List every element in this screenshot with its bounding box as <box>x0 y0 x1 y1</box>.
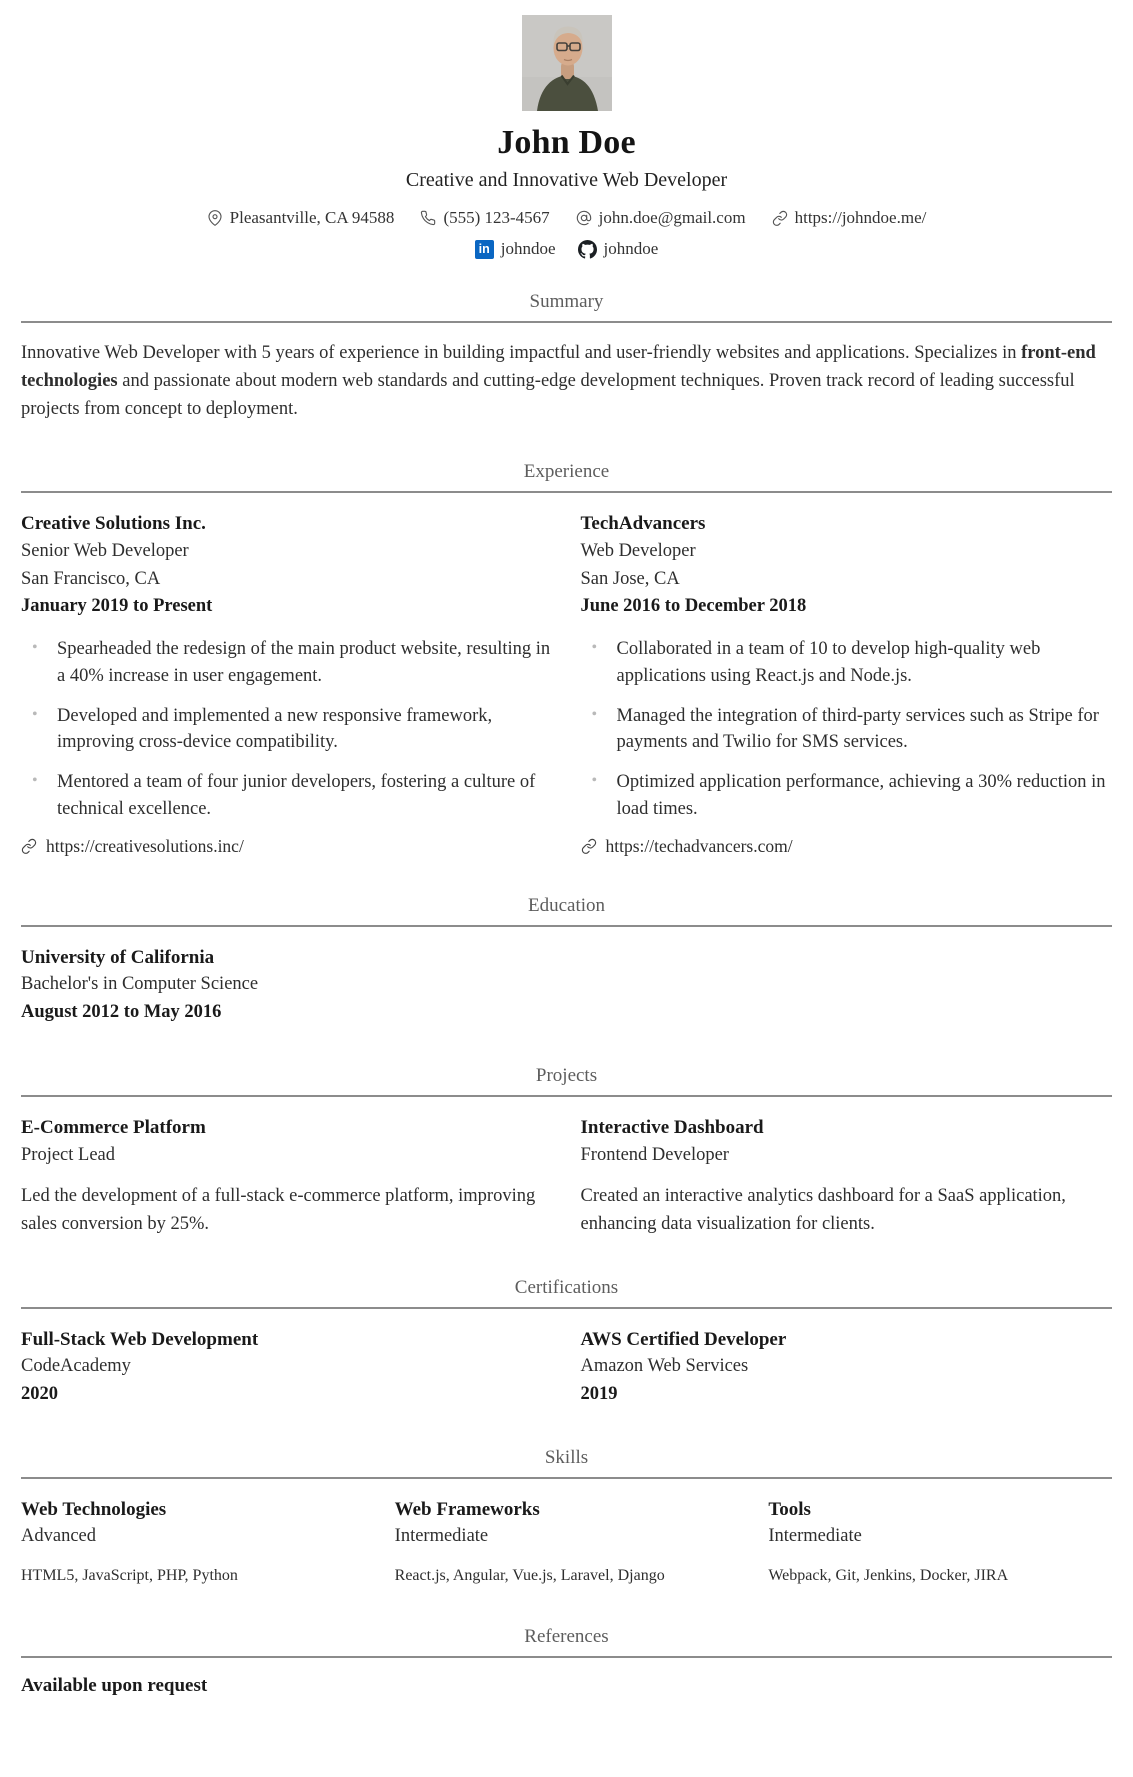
summary-heading: Summary <box>529 291 604 312</box>
linkedin-handle-link[interactable]: johndoe <box>500 239 556 258</box>
section-rule <box>21 491 1112 493</box>
project-role: Project Lead <box>21 1144 115 1165</box>
job-url-link[interactable]: https://creativesolutions.inc/ <box>46 835 244 856</box>
github-handle-link[interactable]: johndoe <box>603 239 659 258</box>
certification-issuer: Amazon Web Services <box>580 1356 749 1377</box>
references-text: Available upon request <box>21 1674 208 1696</box>
section-rule <box>21 1095 1112 1097</box>
job-link-row <box>581 836 1113 857</box>
job-company: TechAdvancers <box>580 513 706 535</box>
job-entry <box>581 510 1113 857</box>
job-highlight: • Optimized application performance, achieving a 30% reduction in load times. <box>617 769 1113 823</box>
certification-year: 2019 <box>580 1384 618 1405</box>
skill-keywords: HTML5, JavaScript, PHP, Python <box>21 1567 238 1585</box>
experience-grid <box>21 510 1112 857</box>
job-highlight: • Spearheaded the redesign of the main product website, resulting in a 40% increase in user engagement. <box>57 636 553 690</box>
link-icon <box>772 210 788 226</box>
certification-issuer: CodeAcademy <box>21 1356 131 1377</box>
job-highlights <box>21 636 553 823</box>
github-profile[interactable] <box>578 239 659 259</box>
skill-group <box>21 1496 365 1588</box>
contact-location-text: Pleasantville, CA 94588 <box>229 208 395 227</box>
contact-website-link[interactable]: https://johndoe.me/ <box>794 208 927 227</box>
section-rule <box>21 1307 1112 1309</box>
skills-heading: Skills <box>544 1446 589 1468</box>
project-name: Interactive Dashboard <box>580 1116 764 1138</box>
experience-heading: Experience <box>523 461 610 483</box>
section-rule <box>21 1656 1112 1658</box>
contact-phone <box>420 208 549 228</box>
certification-entry <box>581 1326 1113 1409</box>
person-name: John Doe <box>497 124 636 161</box>
contact-email[interactable] <box>576 208 746 228</box>
section-skills <box>21 1447 1112 1588</box>
job-dates: January 2019 to Present <box>21 596 213 617</box>
skill-group-name: Tools <box>768 1498 811 1520</box>
education-heading: Education <box>527 894 606 916</box>
education-school: University of California <box>21 946 215 968</box>
job-link-row <box>21 836 553 857</box>
job-highlight: • Collaborated in a team of 10 to develop high-quality web applications using React.js and Node.js. <box>617 636 1113 690</box>
certifications-heading: Certifications <box>514 1276 619 1298</box>
skill-level: Advanced <box>21 1526 96 1547</box>
certifications-grid <box>21 1326 1112 1409</box>
contact-location <box>207 208 395 228</box>
job-highlight: • Mentored a team of four junior developers, fostering a culture of technical excellence. <box>57 769 553 823</box>
section-rule <box>21 321 1112 323</box>
section-education <box>21 895 1112 1027</box>
certification-name: Full-Stack Web Development <box>21 1328 259 1350</box>
summary-text-before: Innovative Web Developer with 5 years of experience in building impactful and user-friendly websites and applications. Specializes in <box>21 343 1022 363</box>
skill-group <box>395 1496 739 1588</box>
linkedin-profile[interactable] <box>475 239 556 259</box>
phone-icon <box>420 210 436 226</box>
contact-phone-text: (555) 123-4567 <box>443 208 550 227</box>
section-rule <box>21 1477 1112 1479</box>
project-name: E-Commerce Platform <box>21 1116 206 1138</box>
skill-keywords: Webpack, Git, Jenkins, Docker, JIRA <box>768 1567 1009 1585</box>
link-icon <box>21 838 37 854</box>
job-entry <box>21 510 553 857</box>
skill-level: Intermediate <box>394 1526 489 1547</box>
job-url-link[interactable]: https://techadvancers.com/ <box>605 835 793 856</box>
github-icon <box>578 240 597 259</box>
profile-photo-illustration <box>522 15 612 111</box>
contact-email-link[interactable]: john.doe@gmail.com <box>598 208 746 227</box>
skill-group <box>768 1496 1112 1588</box>
social-row <box>21 239 1112 259</box>
summary-text <box>21 340 1112 423</box>
section-projects <box>21 1065 1112 1239</box>
references-heading: References <box>524 1625 609 1647</box>
at-sign-icon <box>576 210 592 226</box>
job-highlights <box>581 636 1113 823</box>
job-highlight: • Developed and implemented a new responsive framework, improving cross-device compatibility. <box>57 703 553 757</box>
person-job-title: Creative and Innovative Web Developer <box>405 169 728 191</box>
education-entry <box>21 944 1112 1027</box>
link-icon <box>581 838 597 854</box>
project-entry <box>21 1114 553 1239</box>
linkedin-icon: in <box>475 240 494 259</box>
job-role: Web Developer <box>580 540 696 561</box>
profile-photo <box>522 15 612 111</box>
education-degree: Bachelor's in Computer Science <box>21 974 259 995</box>
skills-grid <box>21 1496 1112 1588</box>
certification-name: AWS Certified Developer <box>580 1328 787 1350</box>
contact-row <box>21 208 1112 228</box>
job-location: San Francisco, CA <box>21 568 161 589</box>
project-entry <box>581 1114 1113 1239</box>
skill-group-name: Web Frameworks <box>394 1498 540 1520</box>
summary-text-after: and passionate about modern web standards and cutting-edge development techniques. Proven track record of leading successful projects from concept to deployment. <box>21 370 1075 419</box>
contact-website[interactable] <box>772 208 927 228</box>
certification-year: 2020 <box>21 1384 58 1405</box>
certification-entry <box>21 1326 553 1409</box>
section-summary <box>21 291 1112 423</box>
skill-keywords: React.js, Angular, Vue.js, Laravel, Django <box>394 1567 665 1585</box>
job-location: San Jose, CA <box>580 568 680 589</box>
map-pin-icon <box>207 210 223 226</box>
job-role: Senior Web Developer <box>21 540 189 561</box>
education-dates: August 2012 to May 2016 <box>21 1002 222 1023</box>
job-dates: June 2016 to December 2018 <box>580 596 807 617</box>
project-role: Frontend Developer <box>580 1144 729 1165</box>
section-rule <box>21 925 1112 927</box>
skill-level: Intermediate <box>768 1526 862 1547</box>
section-experience <box>21 461 1112 857</box>
project-description: Created an interactive analytics dashboard for a SaaS application, enhancing data visualization for clients. <box>580 1186 1066 1235</box>
job-highlight: • Managed the integration of third-party services such as Stripe for payments and Twilio for SMS services. <box>617 703 1113 757</box>
job-company: Creative Solutions Inc. <box>21 513 206 535</box>
projects-grid <box>21 1114 1112 1239</box>
resume-header <box>21 15 1112 259</box>
project-description: Led the development of a full-stack e-commerce platform, improving sales conversion by 25%. <box>21 1186 536 1235</box>
summary-text-bold: front-end technologies <box>21 343 1096 391</box>
section-references <box>21 1626 1112 1697</box>
section-certifications <box>21 1277 1112 1409</box>
projects-heading: Projects <box>535 1064 598 1086</box>
skill-group-name: Web Technologies <box>21 1498 167 1520</box>
